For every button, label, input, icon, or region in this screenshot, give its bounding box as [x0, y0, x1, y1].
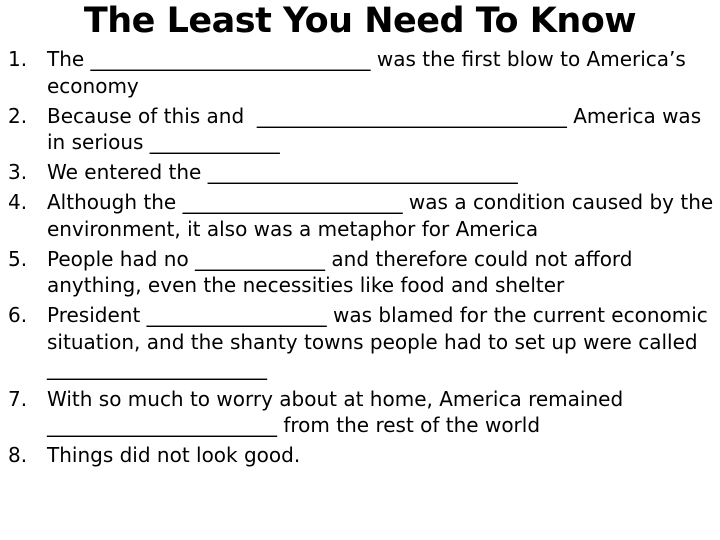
list-item-number: 2. — [8, 103, 28, 128]
list-item-number: 6. — [8, 303, 28, 328]
list-item — [8, 442, 716, 469]
list-item — [8, 246, 716, 299]
list-item-text: We entered the _______________________________ — [47, 160, 518, 185]
list-item-text: Because of this and _______________________________ America was in serious _____________ — [47, 103, 708, 155]
list-item — [8, 189, 720, 242]
list-item-number: 7. — [8, 386, 28, 411]
list-item — [8, 302, 716, 382]
list-item — [8, 159, 716, 186]
list-item-text: President __________________ was blamed for the current economic situation, and the shanty towns people had to set up were called ______________________ — [47, 303, 715, 381]
list-item-number: 4. — [8, 190, 28, 215]
list-item-text: Things did not look good. — [47, 443, 301, 468]
list-item-text: People had no _____________ and therefore could not afford anything, even the necessities like food and shelter — [47, 246, 639, 298]
page-title: The Least You Need To Know — [83, 1, 637, 41]
list-item-number: 1. — [8, 47, 28, 71]
numbered-list — [8, 46, 720, 472]
list-item-text: Although the ______________________ was a condition caused by the environment, it also was a metaphor for America — [47, 190, 720, 241]
list-item-text: With so much to worry about at home, America remained _______________________ from the rest of the world — [47, 386, 630, 438]
list-item — [8, 386, 716, 439]
list-item — [8, 46, 716, 99]
list-item — [8, 103, 716, 156]
list-item-number: 8. — [8, 443, 28, 468]
list-item-number: 3. — [8, 160, 28, 185]
list-item-text: The ____________________________ was the first blow to America’s economy — [47, 47, 693, 98]
list-item-number: 5. — [8, 246, 28, 271]
